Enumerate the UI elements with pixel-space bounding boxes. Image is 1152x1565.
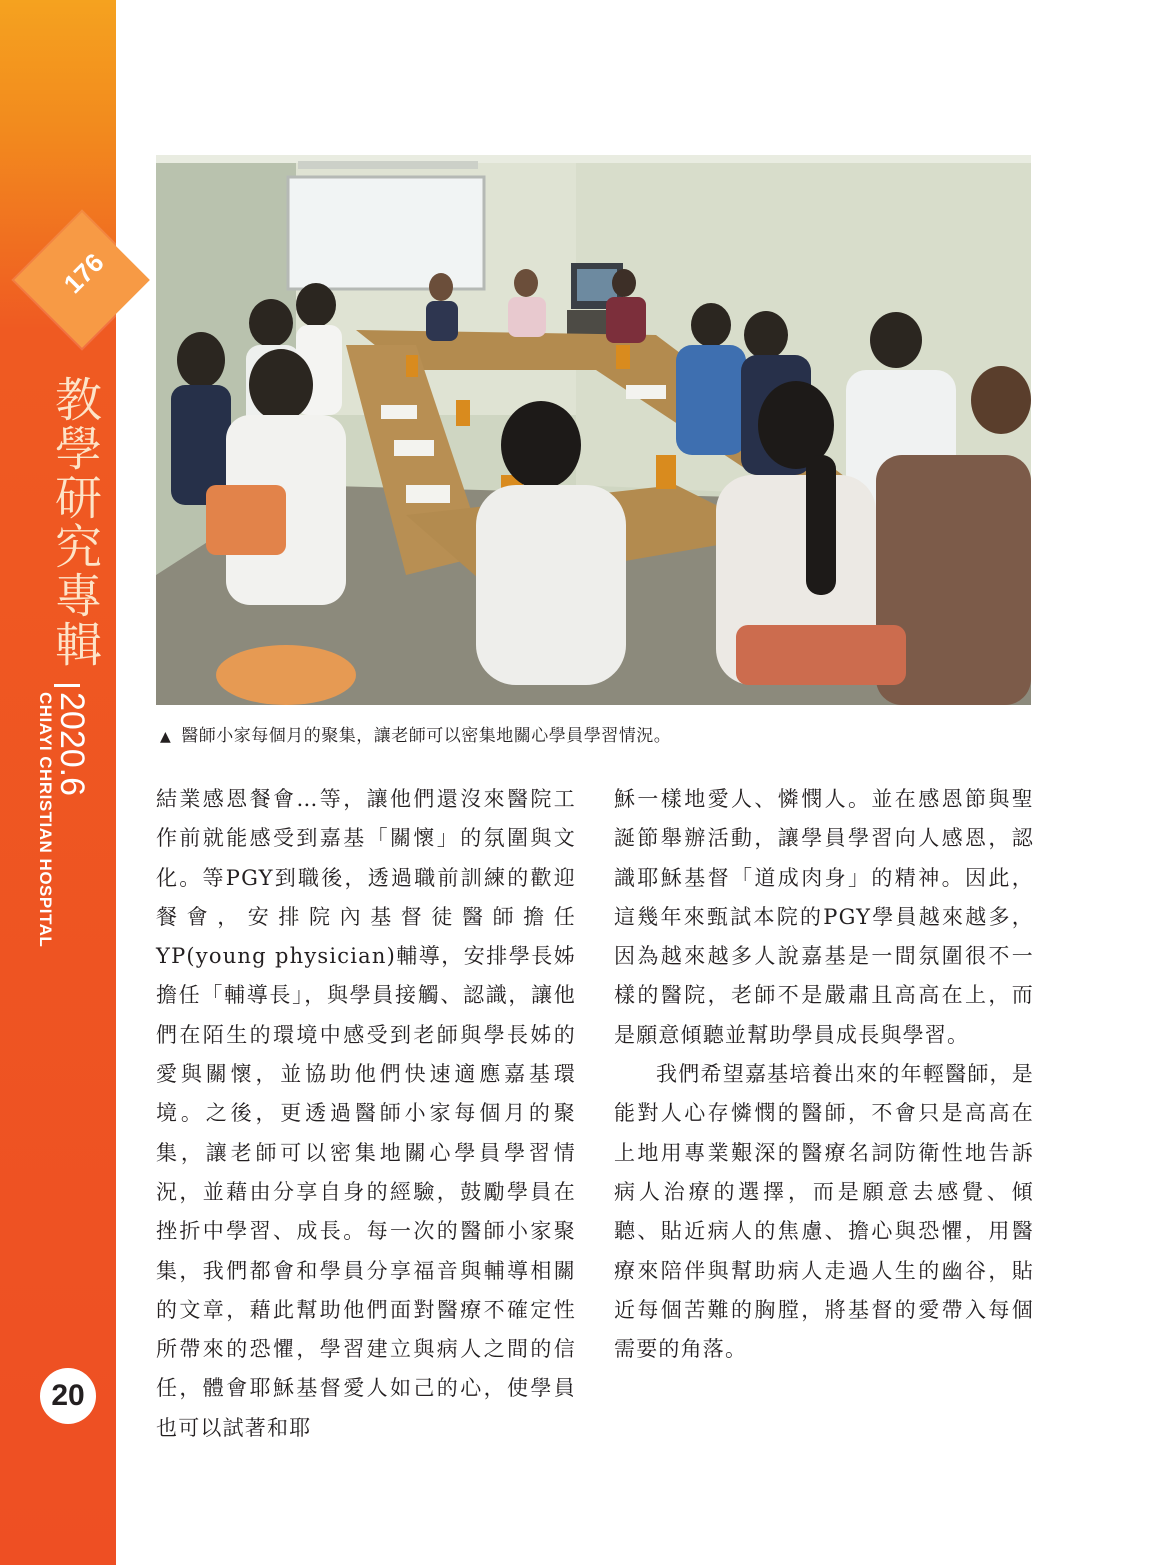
caption-triangle-icon: ▲ <box>160 729 172 745</box>
body-paragraph-right-1: 穌一樣地愛人、憐憫人。並在感恩節與聖誕節舉辦活動，讓學員學習向人感恩，認識耶穌基督「道成肉身」的精神。因此，這幾年來甄試本院的PGY學員越來越多，因為越來越多人說嘉基是一間氛圍很不一樣的醫院，老師不是嚴肅且高高在上，而是願意傾聽並幫助學員成長與學習。 <box>614 787 1034 1047</box>
edition-date: 2020.6 <box>53 692 91 796</box>
meeting-photo <box>156 155 1031 705</box>
left-column <box>156 780 576 1448</box>
edition-separator <box>54 684 80 687</box>
right-column <box>614 780 1034 1369</box>
body-paragraph-left: 結業感恩餐會…等，讓他們還沒來醫院工作前就能感受到嘉基「關懷」的氛圍與文化。等PGY到職後，透過職前訓練的歡迎餐會，安排院內基督徒醫師擔任YP(young physician)輔導，安排學長姊擔任「輔導長」，與學員接觸、認識，讓他們在陌生的環境中感受到老師與學長姊的愛與關懷，並協助他們快速適應嘉基環境。之後，更透過醫師小家每個月的聚集，讓老師可以密集地關心學員學習情況，並藉由分享自身的經驗，鼓勵學員在挫折中學習、成長。每一次的醫師小家聚集，我們都會和學員分享福音與輔導相關的文章，藉此幫助他們面對醫療不確定性所帶來的恐懼，學習建立與病人之間的信任，體會耶穌基督愛人如己的心，使學員也可以試著和耶 <box>156 787 576 1440</box>
hospital-name: CHIAYI CHRISTIAN HOSPITAL <box>36 692 55 948</box>
section-title: 教學研究專輯 <box>47 375 102 669</box>
body-paragraph-right-2: 我們希望嘉基培養出來的年輕醫師，是能對人心存憐憫的醫師，不會只是高高在上地用專業艱深的醫療名詞防衛性地告訴病人治療的選擇，而是願意去感覺、傾聽、貼近病人的焦慮、擔心與恐懼，用醫療來陪伴與幫助病人走過人生的幽谷，貼近每個苦難的胸膛，將基督的愛帶入每個需要的角落。 <box>614 1062 1034 1362</box>
page-number: 20 <box>40 1368 96 1424</box>
photo-caption <box>160 721 671 746</box>
orange-sidebar <box>0 0 116 1565</box>
issue-number: 176 <box>57 247 110 300</box>
caption-text: 醫師小家每個月的聚集，讓老師可以密集地關心學員學習情況。 <box>181 726 672 746</box>
